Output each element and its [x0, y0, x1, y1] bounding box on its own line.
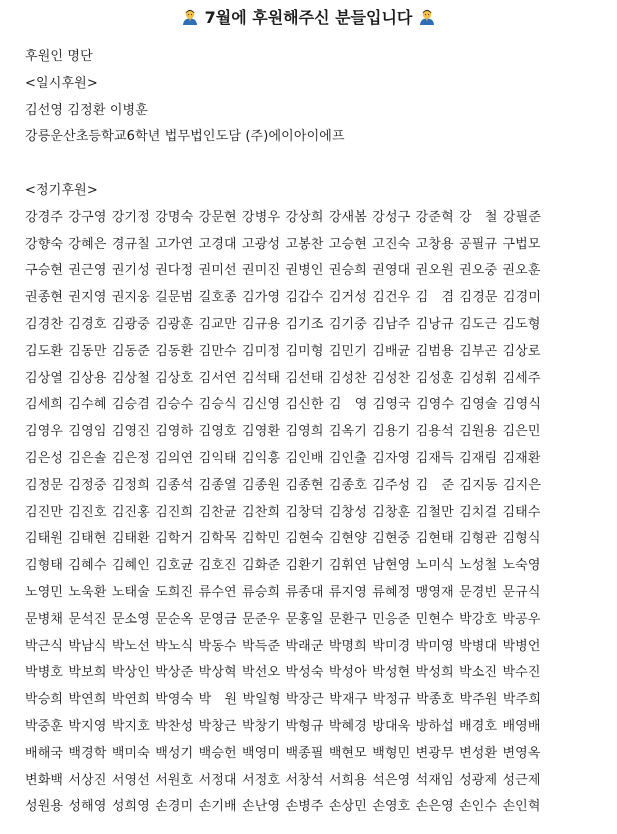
regular-donor-line: 변화백 서상진 서영선 서원호 서정대 서정호 서창석 서희용 석은영 석재임 성광제 성근제	[25, 772, 541, 788]
regular-donor-line: 성원용 성해영 성희영 손경미 손기배 손난영 손병주 손상민 손영호 손은영 손인수 손인혁	[25, 799, 541, 815]
regular-donor-line: 배해국 백경학 백미숙 백성기 백승헌 백영미 백종필 백현모 백형민 변광무 변성환 변영옥	[25, 745, 541, 761]
regular-donor-line: 김은성 김은솔 김은정 김의연 김익태 김익흥 김인배 김인출 김자영 김재득 김재림 김재환	[25, 450, 541, 466]
page-title	[0, 6, 617, 30]
regular-donor-line: 문병채 문석진 문소영 문순옥 문영금 문준우 문홍일 문환구 민응준 민현수 박강호 박공우	[25, 611, 541, 627]
regular-donor-line: 김형태 김혜수 김혜인 김호균 김호진 김화준 김환기 김휘연 남현영 노미식 노성철 노숙영	[25, 558, 541, 574]
regular-donor-line: 김태원 김태현 김태환 김학거 김학목 김학민 김현숙 김현양 김현중 김현태 김형관 김형식	[25, 531, 541, 547]
praying-person-emoji-icon	[181, 8, 199, 26]
regular-donor-line: 구승현 권근영 권기성 권다정 권미선 권미진 권병인 권승희 권영대 권오원 권오중 권오훈	[25, 263, 541, 279]
regular-donor-line: 노영민 노욱환 노태술 도희진 류수연 류승희 류종대 류지영 류혜정 맹영재 문경빈 문규식	[25, 584, 541, 600]
regular-donor-line: 박승희 박연희 박연희 박영숙 박 원 박일형 박장근 박재구 박정규 박종호 박주원 박주희	[25, 692, 542, 708]
donor-content	[25, 44, 605, 821]
regular-donor-line: 강경주 강구영 강기정 강명숙 강문현 강병우 강상희 강새봄 강성구 강준혁 강 철 강필준	[25, 209, 542, 225]
regular-donation-label: <정기후원>	[25, 182, 98, 198]
regular-donor-line: 김경찬 김경호 김광중 김광훈 김교만 김규용 김기조 김기중 김남주 김낭규 김도근 김도형	[25, 316, 541, 332]
regular-donor-line: 권종현 권지영 권지웅 길문범 길호종 김가영 김갑수 김거성 김건우 김 겸 김경문 김경미	[25, 290, 542, 306]
regular-donor-list	[25, 205, 605, 821]
regular-donor-line: 김정문 김정중 김정희 김종석 김종열 김종원 김종현 김종호 김주성 김 준 김지동 김지은	[25, 477, 542, 493]
regular-donor-line: 박근식 박남식 박노선 박노식 박동수 박득준 박래군 박명희 박미경 박미영 박병대 박병언	[25, 638, 541, 654]
regular-donor-line: 김세희 김수혜 김승겸 김승수 김승식 김신영 김신한 김 영 김영국 김영수 김영술 김영식	[25, 397, 542, 413]
regular-donor-line: 김상열 김상용 김상철 김상호 김서연 김석태 김선태 김성찬 김성찬 김성훈 김성휘 김세주	[25, 370, 541, 386]
donor-list-heading: 후원인 명단	[25, 49, 93, 64]
regular-donor-line: 김도환 김동만 김동준 김동환 김만수 김미정 김미형 김민기 김배균 김범용 김부곤 김상로	[25, 343, 541, 359]
one-time-donation-label: <일시후원>	[25, 75, 98, 91]
praying-person-emoji-icon	[418, 8, 436, 26]
regular-donor-line: 박병호 박보희 박상인 박상준 박상혁 박선오 박성숙 박성아 박성현 박성희 박소진 박수진	[25, 665, 541, 681]
regular-donor-line: 김영우 김영임 김영진 김영하 김영호 김영환 김영희 김옥기 김용기 김용석 김원용 김은민	[25, 424, 541, 440]
blank-spacer	[25, 151, 605, 178]
regular-donor-line: 박중훈 박지영 박지호 박찬성 박창근 박창기 박형규 박혜경 방대욱 방하섭 배경호 배영배	[25, 718, 541, 734]
regular-donor-line: 강향숙 강혜은 경규칠 고가연 고경대 고광성 고봉찬 고승현 고진숙 고창용 공필규 구법모	[25, 236, 541, 252]
regular-donor-line: 김진만 김진호 김진홍 김진희 김찬균 김찬희 김창덕 김창성 김창훈 김철만 김치걸 김태수	[25, 504, 541, 520]
one-time-organization-donors: 강릉운산초등학교6학년 법무법인도담 (주)에이아이에프	[25, 129, 345, 145]
one-time-individual-donors: 김선영 김정환 이병훈	[25, 102, 148, 118]
page-title-text: 7월에 후원해주신 분들입니다	[204, 8, 413, 27]
